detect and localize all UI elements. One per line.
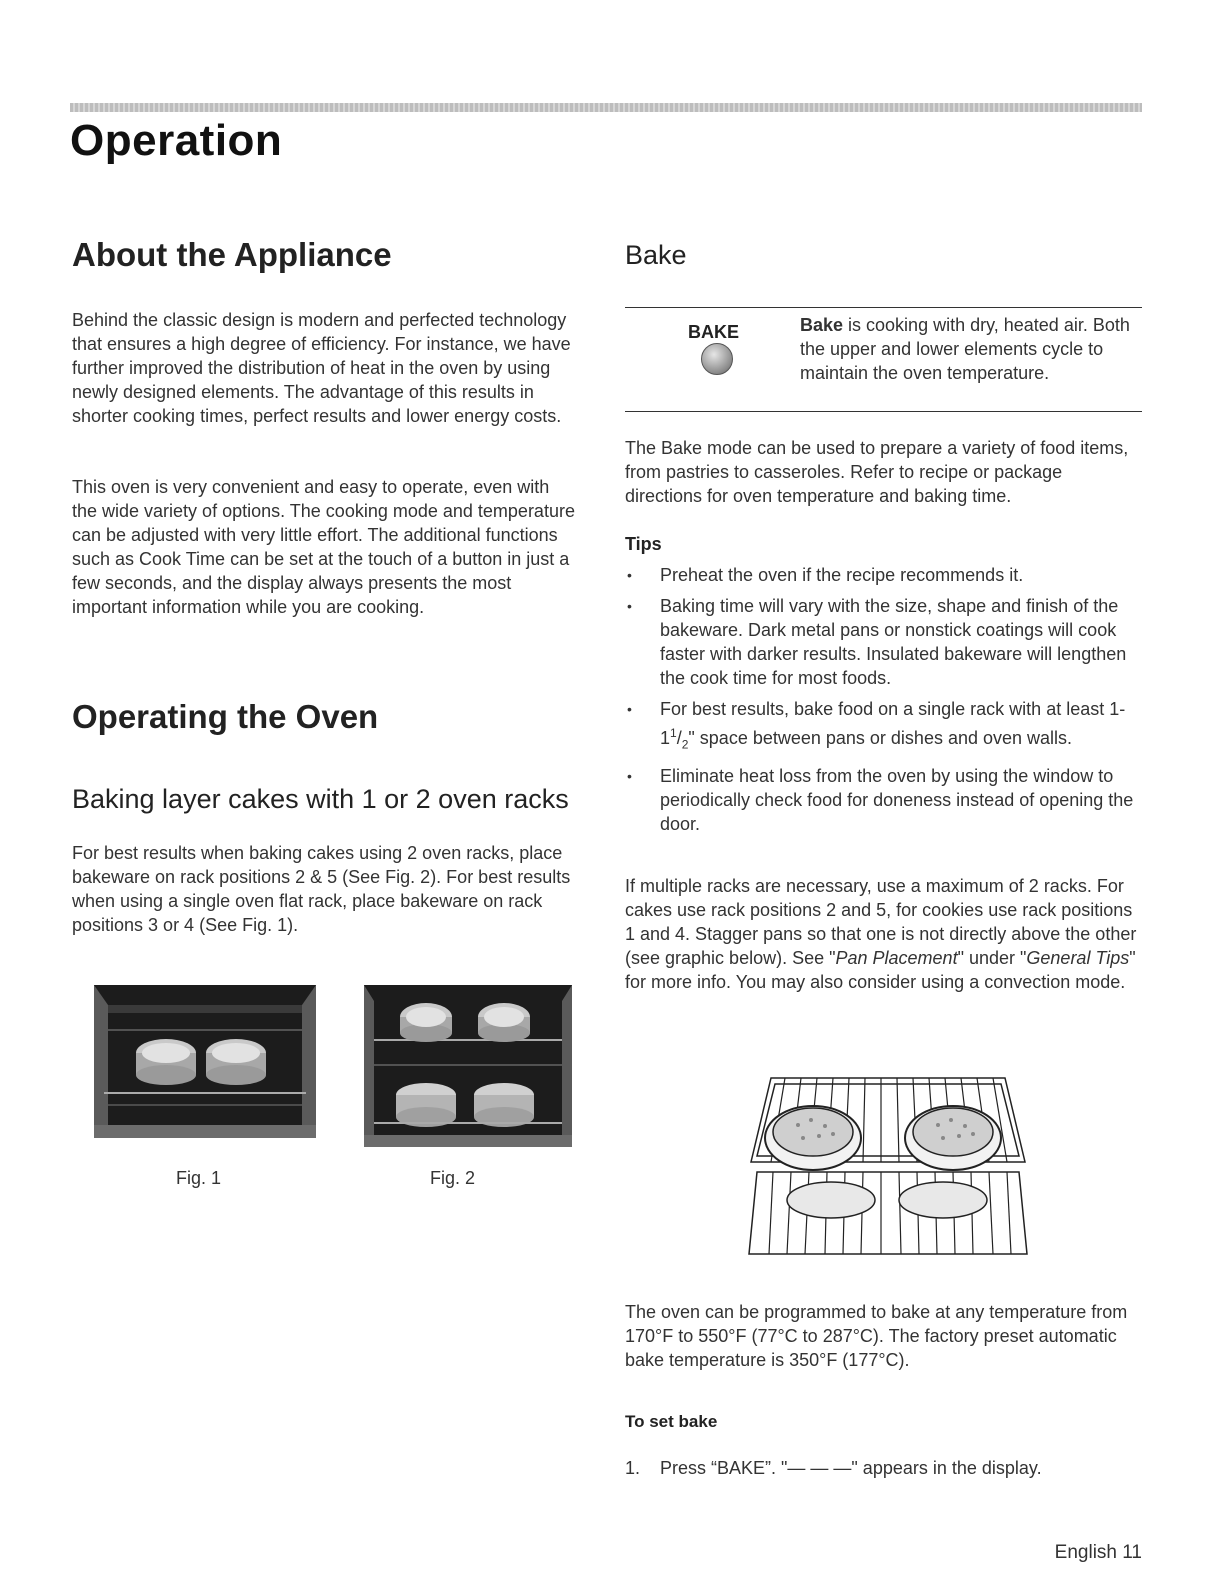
fig2-illustration (364, 985, 572, 1147)
multiple-racks-paragraph (625, 874, 1140, 994)
general-tips-ref: General Tips (1026, 948, 1130, 968)
page-number: English 11 (1054, 1542, 1142, 1563)
temperature-range-paragraph: The oven can be programmed to bake at any temperature from 170°F to 550°F (77°C to 287°C). The factory preset automatic bake temperature is 350°F (177°C). (625, 1302, 1128, 1370)
bake-button-icon (701, 343, 733, 375)
tip-item (625, 697, 1140, 757)
tips-heading: Tips (625, 534, 662, 554)
step-text: Press “BAKE”. "— — —" appears in the display. (660, 1458, 1042, 1478)
pan-placement-ref: Pan Placement (835, 948, 958, 968)
bake-intro: The Bake mode can be used to prepare a variety of food items, from pastries to casseroles. Refer to recipe or package directions for oven temperature and baking time. (625, 438, 1129, 506)
fig1-caption: Fig. 1 (176, 1168, 222, 1188)
set-bake-step-1 (625, 1456, 1140, 1480)
fig1-illustration (94, 985, 316, 1138)
tip3-fraction-num: 1 (670, 726, 677, 740)
operating-heading: Operating the Oven (72, 698, 379, 735)
tip-item: • Eliminate heat loss from the oven by using the window to periodically check food for doneness instead of opening the door. (625, 764, 1140, 836)
layer-cakes-paragraph: For best results when baking cakes using 2 oven racks, place bakeware on rack positions 2 & 5 (See Fig. 2). For best results when using a single oven flat rack, place bakeware on rack positions 3 or 4 (See Fig. 1). (72, 843, 571, 935)
fig2-oven-photo (364, 985, 572, 1147)
multi-text-b: " under " (957, 948, 1027, 968)
fig1-oven-photo (94, 985, 316, 1138)
about-heading: About the Appliance (72, 236, 392, 273)
tip3-fraction-den: 2 (681, 737, 689, 752)
bake-term: Bake (800, 315, 844, 335)
to-set-bake-heading: To set bake (625, 1412, 718, 1431)
multi-text-a: If multiple racks are necessary, use a maximum of 2 racks. For cakes use rack positions 2 and 5, for cookies use rack positions 1 and 4. Stagger pans so that one is not directly above the other (see graphic below). See " (625, 876, 1137, 968)
tips-list (625, 563, 1140, 843)
header-rule (70, 103, 1142, 112)
bake-heading: Bake (625, 240, 687, 270)
bake-button-label: BAKE (688, 322, 740, 342)
page-title: Operation (70, 116, 283, 165)
bake-definition (800, 313, 1135, 385)
about-paragraph-2: This oven is very convenient and easy to operate, even with the wide variety of options. The cooking mode and temperature can be adjusted with very little effort. The additional functions such as Cook Time can be set at the touch of a button in just a few seconds, and the display always presents the most important information while you are cooking. (72, 477, 575, 617)
multi-text-c: " for more info. You may also consider using a convection mode. (625, 948, 1136, 992)
layer-cakes-subheading: Baking layer cakes with 1 or 2 oven racks (72, 784, 569, 814)
tip3-text: For best results, bake food on a single rack with at least 1-1 (660, 699, 1126, 748)
fig2-caption: Fig. 2 (430, 1168, 476, 1188)
bake-definition-box (625, 307, 1142, 412)
bake-definition-text: is cooking with dry, heated air. Both the upper and lower elements cycle to maintain the oven temperature. (800, 315, 1130, 383)
step-number: 1. (625, 1458, 641, 1478)
about-paragraph-1: Behind the classic design is modern and perfected technology that ensures a high degree of efficiency. For instance, we have further improved the distribution of heat in the oven by using newly designed elements. The advantage of this results in shorter cooking times, perfect results and lower energy costs. (72, 310, 571, 426)
tip-item: • Baking time will vary with the size, shape and finish of the bakeware. Dark metal pans or nonstick coatings will cook faster with darker results. Insulated bakeware will lengthen the cook time for most foods. (625, 594, 1140, 690)
tip3-text-end: " space between pans or dishes and oven walls. (688, 728, 1073, 748)
tip3-fraction-slash: / (676, 728, 682, 748)
tip-item: • Preheat the oven if the recipe recommends it. (625, 563, 1140, 587)
staggered-pans-rack-graphic (743, 1070, 1033, 1260)
